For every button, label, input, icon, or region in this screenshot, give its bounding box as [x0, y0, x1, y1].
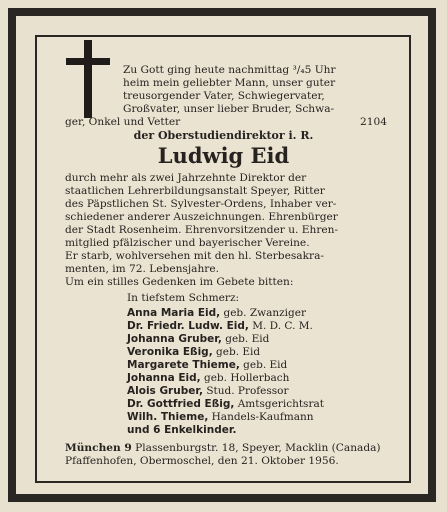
mourner-item: Johanna Gruber, geb. Eid — [127, 333, 270, 345]
intro-line-2: heim mein geliebter Mann, unser guter — [123, 77, 336, 89]
mourner-item: Veronika Eßig, geb. Eid — [127, 346, 261, 358]
body-line-4: schiedener anderer Auszeichnungen. Ehrenbürger — [65, 211, 338, 223]
mourner-item: Alois Gruber, Stud. Professor — [127, 385, 289, 397]
cross-icon — [66, 40, 110, 118]
mourner-item: Dr. Friedr. Ludw. Eid, M. D. C. M. — [127, 320, 313, 332]
mourner-item: und 6 Enkelkinder. — [127, 424, 237, 436]
body-line-3: des Päpstlichen St. Sylvester-Ordens, Inhaber ver- — [65, 198, 337, 210]
mourner-item: Wilh. Thieme, Handels-Kaufmann — [127, 411, 314, 423]
intro-line-1: Zu Gott ging heute nachmittag ³/₄5 Uhr — [123, 64, 336, 76]
mourner-item: Johanna Eid, geb. Hollerbach — [127, 372, 290, 384]
mourner-item: Anna Maria Eid, geb. Zwanziger — [127, 307, 306, 319]
intro-line-4: Großvater, unser lieber Bruder, Schwa- — [123, 103, 335, 115]
mourner-item: Dr. Gottfried Eßig, Amtsgerichtsrat — [127, 398, 324, 410]
ad-number: 2104 — [360, 116, 387, 128]
footer-line-2: Pfaffenhofen, Obermoschel, den 21. Oktober 1956. — [65, 455, 339, 467]
deceased-name: Ludwig Eid — [157, 143, 290, 168]
body-line-1: durch mehr als zwei Jahrzehnte Direktor der — [65, 172, 307, 184]
body-line-2: staatlichen Lehrerbildungsanstalt Speyer, Ritter — [65, 185, 325, 197]
body-line-8: menten, im 72. Lebensjahre. — [65, 263, 219, 275]
intro-line-3: treusorgender Vater, Schwiegervater, — [123, 90, 325, 102]
mourner-item: Margarete Thieme, geb. Eid — [127, 359, 288, 371]
body-line-6: mitglied pfälzischer und bayerischer Vereine. — [65, 237, 310, 249]
body-line-7: Er starb, wohlversehen mit den hl. Sterbesakra- — [65, 250, 324, 262]
body-line-5: der Stadt Rosenheim. Ehrenvorsitzender u. Ehren- — [65, 224, 339, 236]
footer-city: München 9 — [65, 442, 132, 454]
deceased-title: der Oberstudiendirektor i. R. — [133, 129, 314, 142]
intro-line-5: ger, Onkel und Vetter — [65, 116, 181, 128]
sorrow-line: In tiefstem Schmerz: — [127, 292, 240, 304]
body-line-9: Um ein stilles Gedenken im Gebete bitten: — [65, 276, 294, 288]
footer-line-1: München 9 Plassenburgstr. 18, Speyer, Macklin (Canada) — [65, 442, 381, 454]
